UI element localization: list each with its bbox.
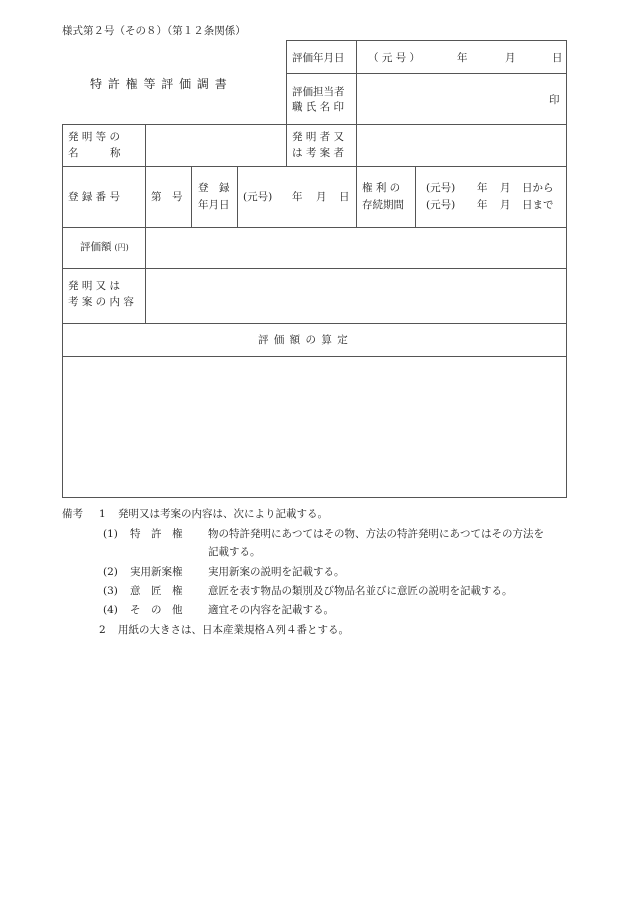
content-field[interactable] <box>146 269 566 323</box>
notes-heading: 備考 <box>62 508 83 520</box>
page-title: 特 許 権 等 評 価 調 書 <box>90 77 228 91</box>
calc-header: 評 価 額 の 算 定 <box>258 334 349 346</box>
eval-date-month: 月 <box>505 52 516 64</box>
invention-name-label-line2: 名 称 <box>68 147 121 159</box>
reg-number-label: 登 録 番 号 <box>68 191 121 203</box>
subnote-1-number: (1) <box>103 528 118 540</box>
duration-from-month: 月 <box>500 182 511 194</box>
eval-date-day: 日 <box>552 52 563 64</box>
subnote-3-number: (3) <box>103 585 118 597</box>
subnote-1-label: 特 許 権 <box>130 528 183 540</box>
duration-from-day: 日から <box>522 182 554 194</box>
reg-date-month: 月 <box>316 191 327 203</box>
reg-date-day: 日 <box>339 191 350 203</box>
assessor-label-line2: 職 氏 名 印 <box>292 101 345 113</box>
note-2-number: 2 <box>99 624 106 636</box>
note-1-text: 発明又は考案の内容は、次により記載する。 <box>118 508 328 520</box>
inventor-label-line1: 発 明 者 又 <box>292 131 345 143</box>
subnote-1-text-cont: 記載する。 <box>208 546 261 558</box>
invention-name-label-line1: 発 明 等 の <box>68 131 121 143</box>
content-label-line2: 考 案 の 内 容 <box>68 296 134 308</box>
duration-label-line2: 存続期間 <box>362 199 404 211</box>
reg-date-era: (元号) <box>243 191 273 203</box>
subnote-4-number: (4) <box>103 604 118 616</box>
eval-date-year: 年 <box>457 52 468 64</box>
duration-to-year: 年 <box>477 199 488 211</box>
duration-from-era: (元号) <box>426 182 456 194</box>
amount-field[interactable] <box>146 228 566 268</box>
eval-date-label: 評価年月日 <box>292 52 345 64</box>
subnote-4-label: そ の 他 <box>130 604 183 616</box>
subnote-2-number: (2) <box>103 566 118 578</box>
reg-date-label-line1: 登 録 <box>198 182 230 194</box>
duration-to-era: (元号) <box>426 199 456 211</box>
note-2-text: 用紙の大きさは、日本産業規格Ａ列４番とする。 <box>118 624 349 636</box>
subnote-4-text: 適宜その内容を記載する。 <box>208 604 334 616</box>
amount-unit: (円) <box>114 243 129 252</box>
calc-area[interactable] <box>63 357 566 497</box>
inventor-label-line2: は 考 案 者 <box>292 147 345 159</box>
duration-to-month: 月 <box>500 199 511 211</box>
subnote-3-label: 意 匠 権 <box>130 585 183 597</box>
reg-number-field[interactable]: 第 号 <box>151 191 183 203</box>
note-1-number: 1 <box>99 508 106 520</box>
assessor-label-line1: 評価担当者 <box>292 86 345 98</box>
subnote-2-label: 実用新案権 <box>130 566 183 578</box>
eval-date-era: （ 元 号 ） <box>368 52 421 64</box>
duration-from-year: 年 <box>477 182 488 194</box>
subnote-1-text: 物の特許発明にあつてはその物、方法の特許発明にあつてはその方法を <box>208 528 544 540</box>
invention-name-field[interactable] <box>146 125 286 166</box>
reg-date-year: 年 <box>292 191 303 203</box>
reg-date-label-line2: 年月日 <box>198 199 230 211</box>
content-label-line1: 発 明 又 は <box>68 280 121 292</box>
subnote-3-text: 意匠を表す物品の類別及び物品名並びに意匠の説明を記載する。 <box>208 585 513 597</box>
inventor-field[interactable] <box>357 125 566 166</box>
seal-mark: 印 <box>549 94 560 106</box>
assessor-field[interactable] <box>357 74 566 124</box>
amount-label: 評価額 (円) <box>80 241 129 253</box>
form-number: 様式第２号（その８）（第１２条関係） <box>62 25 246 37</box>
subnote-2-text: 実用新案の説明を記載する。 <box>208 566 345 578</box>
duration-to-day: 日まで <box>522 199 554 211</box>
duration-label-line1: 権 利 の <box>362 182 401 194</box>
